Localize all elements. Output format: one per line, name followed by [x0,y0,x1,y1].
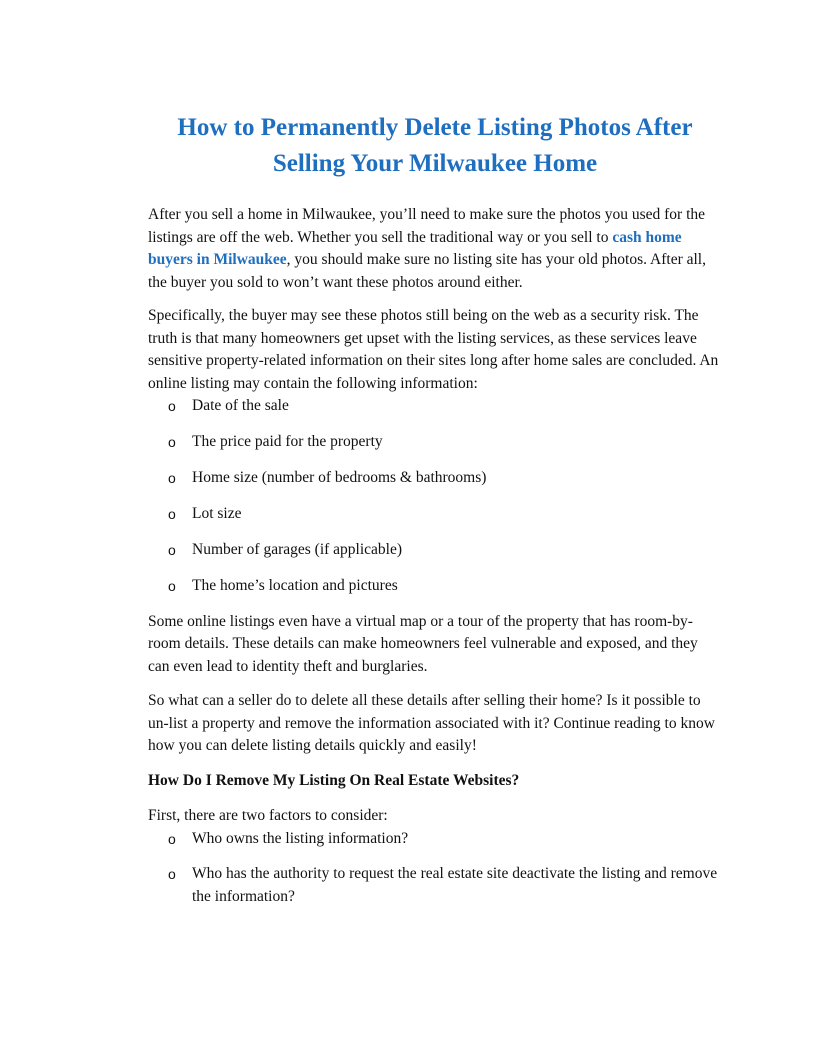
intro-paragraph [148,204,722,294]
list-item [148,828,722,851]
bullet-marker: o [168,578,176,594]
list-item-text: Who has the authority to request the real estate site deactivate the listing and remove the information? [192,865,718,905]
virtual-tour-paragraph: Some online listings even have a virtual map or a tour of the property that has room-by-room details. These details can make homeowners feel vulnerable and exposed, and they can even lead to identity theft and burglaries. [148,612,698,675]
title-line-2: Selling Your Milwaukee Home [272,150,598,177]
list-item [148,503,722,526]
bullet-marker: o [168,866,176,882]
bullet-marker: o [168,398,176,414]
list-item [148,395,722,418]
list-item-text: Date of the sale [192,397,289,414]
intro-text-before-link: After you sell a home in Milwaukee, you’ll need to make sure the photos you used for the listings are off the web. Whether you sell the traditional way or you sell to [148,206,706,246]
list-item [148,863,722,908]
factors-intro-paragraph: First, there are two factors to consider: [148,807,388,824]
cash-home-buyers-link[interactable]: cash home buyers in Milwaukee [148,228,682,268]
section-heading: How Do I Remove My Listing On Real Estate Websites? [148,771,520,789]
document-page [148,110,722,908]
security-risk-paragraph: Specifically, the buyer may see these photos still being on the web as a security risk. The truth is that many homeowners get upset with the listing services, as these services leave sensitive property-related information on their sites long after home sales are concluded. An online listing may contain the following information: [148,307,719,392]
list-item [148,575,722,598]
list-item-text: Home size (number of bedrooms & bathrooms) [192,469,487,486]
list-item-text: Lot size [192,505,242,522]
list-item [148,431,722,454]
bullet-marker: o [168,434,176,450]
list-item [148,467,722,490]
list-item-text: Who owns the listing information? [192,829,409,847]
title-line-1: How to Permanently Delete Listing Photos After [177,114,693,141]
bullet-marker: o [168,506,176,522]
listing-info-list [148,395,722,598]
factors-list [148,828,722,909]
bullet-marker: o [168,542,176,558]
page-title [128,110,742,182]
bullet-marker: o [168,830,176,847]
list-item-text: Number of garages (if applicable) [192,541,403,558]
intro-text-after-link: , you should make sure no listing site has your old photos. After all, the buyer you sold to won’t want these photos around either. [148,251,706,291]
seller-question-paragraph: So what can a seller do to delete all these details after selling their home? Is it possible to un-list a property and remove the information associated with it? Continue reading to know how you can delete listing details quickly and easily! [148,692,715,754]
list-item-text: The price paid for the property [192,433,383,450]
list-item [148,539,722,562]
bullet-marker: o [168,470,176,486]
list-item-text: The home’s location and pictures [192,577,398,594]
